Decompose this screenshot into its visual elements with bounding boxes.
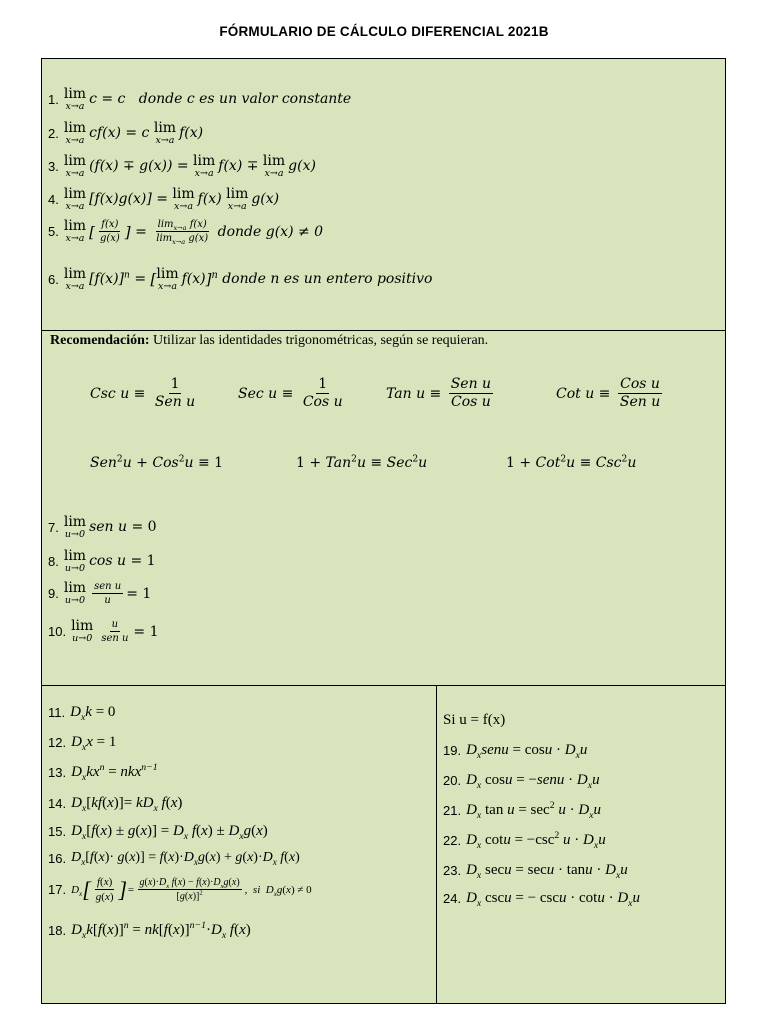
formula-5: 5. lim x→a [ $\frac{f(x)}{g(x)}$ ] = $\frac{\lim_{x\to a} f(x)}{\lim_{x\to a} g(x)}$ donde g(x) ≠ 0 bbox=[48, 218, 324, 246]
formula-14: 14. $D_x[kf(x)]= kD_x$ f(x) bbox=[48, 795, 183, 814]
formula-18: 18. $D_xk[f(x)]^n = nk[f(x)]^{n-1}\cdot D_x$ f(x) bbox=[48, 920, 251, 941]
formula-22: 22. $D_x$ $\cot u = -\csc^2$ $u \cdot D_xu$ bbox=[443, 830, 606, 851]
identity-csc: Csc u ≡ $\frac{1}{\text{Sen u}}$ bbox=[90, 376, 196, 411]
page-title: FÓRMULARIO DE CÁLCULO DIFERENCIAL 2021B bbox=[219, 24, 549, 39]
formula-15: 15. $D_x[f(x) \pm g(x)] = D_x$ $f(x) \pm D_xg(x)$ bbox=[48, 823, 268, 842]
formula-8: 8. lim u→0 cos u = 1 bbox=[48, 548, 156, 574]
formula-24: 24. $D_x$ cscu = − $\csc u \cdot \cot u \cdot D_xu$ bbox=[443, 890, 640, 909]
identity-sec: Sec u ≡ $\frac{1}{\text{Cos u}}$ bbox=[238, 376, 343, 411]
identity-pythagorean-2: 1 + Tan$^2$u ≡ Sec$^2$u bbox=[296, 454, 428, 471]
formula-20: 20. $D_x$ cosu = −senu · $D_xu$ bbox=[443, 772, 600, 791]
formula-7: 7. lim u→0 sen u = 0 bbox=[48, 514, 157, 540]
derivatives-section bbox=[42, 686, 437, 1003]
formula-1: 1. lim x→a c = c donde c es un valor constante bbox=[48, 86, 352, 112]
formula-11: 11. $D_xk = 0$ bbox=[48, 704, 116, 723]
formula-12: 12. $D_xx = 1$ bbox=[48, 734, 117, 753]
trig-section bbox=[42, 331, 725, 686]
formula-4: 4. lim x→a [f(x)g(x)] = lim x→a f(x) lim x→a g(x) bbox=[48, 186, 280, 212]
formula-9: 9. lim u→0 $\frac{\text{sen u}}{u}$ = 1 bbox=[48, 580, 152, 607]
formula-2: 2. lim x→a cf(x) = c lim x→a f(x) bbox=[48, 120, 204, 146]
identity-pythagorean-1: Sen$^2$u + Cos$^2$u ≡ 1 bbox=[90, 454, 224, 471]
formula-6: 6. lim x→a $[f(x)]^n$ = [ lim x→a f(x) ]$^n$ donde n es un entero positivo bbox=[48, 266, 433, 292]
formula-16: 16. $D_x[f(x)\cdot g(x)] = f(x)\cdot D_xg(x) + g(x)\cdot D_x$ f(x) bbox=[48, 850, 300, 867]
formula-19: 19. $D_xsenu = \cos u \cdot D_xu$ bbox=[443, 742, 588, 761]
formula-sheet bbox=[41, 58, 726, 1004]
formula-21: 21. $D_x$ $\tan u = \sec^2 u \cdot D_xu$ bbox=[443, 800, 601, 821]
formula-3: 3. lim x→a (f(x) ∓ g(x)) = lim x→a f(x) ∓ lim x→a g(x) bbox=[48, 153, 316, 179]
si-label: Si u = f(x) bbox=[443, 712, 506, 728]
formula-23: 23. $D_x$ $\sec u = \sec u \cdot \tan u \cdot D_xu$ bbox=[443, 862, 628, 881]
trig-derivatives-section bbox=[437, 686, 725, 1003]
identity-pythagorean-3: 1 + Cot$^2$u ≡ Csc$^2$u bbox=[506, 454, 637, 471]
formula-10: 10. lim u→0 $\frac{u}{\text{sen u}}$ = 1 bbox=[48, 618, 159, 645]
formula-13: 13. $D_xkx^n = nkx^{n-1}$ bbox=[48, 762, 158, 783]
limits-section bbox=[42, 59, 725, 331]
recommendation: Recomendación: Utilizar las identidades trigonométricas, según se requieran. bbox=[50, 333, 489, 348]
identity-cot: Cot u ≡ $\frac{\text{Cos u}}{\text{Sen u}}$ bbox=[556, 376, 661, 411]
formula-17: 17. $D_x$ [ $\frac{f(x)}{g(x)}$ ] = $\frac{g(x)\cdot D_x f(x) - f(x)\cdot D_xg(x)}{[g(x)]^2}$ , si $D_xg(x) \ne 0$ bbox=[48, 876, 312, 904]
identity-tan: Tan u ≡ $\frac{\text{Sen u}}{\text{Cos u}}$ bbox=[386, 376, 492, 411]
